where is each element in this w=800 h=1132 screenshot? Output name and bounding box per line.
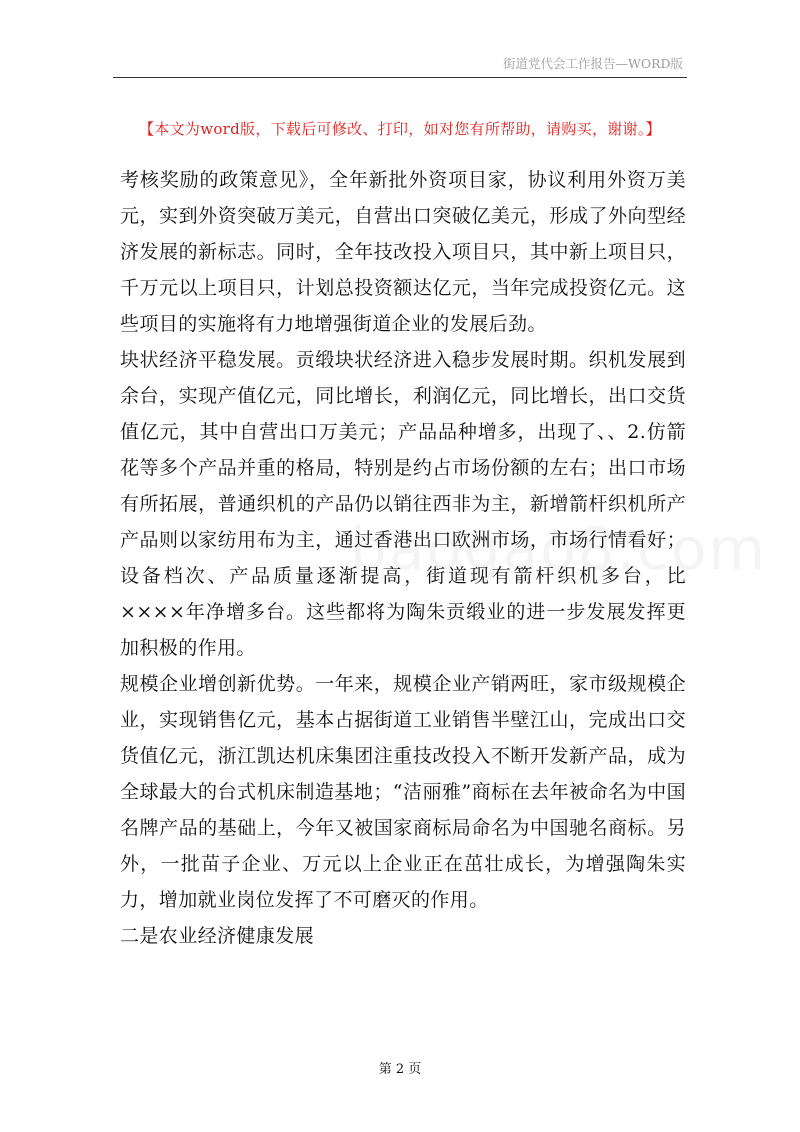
download-notice: 【本文为word版，下载后可修改、打印，如对您有所帮助，请购买，谢谢。】 <box>139 120 661 138</box>
page-header <box>113 50 687 78</box>
header-title: 街道党代会工作报告—WORD版 <box>502 56 683 71</box>
paragraph-agriculture-heading: 二是农业经济健康发展 <box>120 925 315 947</box>
page-number: 第 2 页 <box>378 1062 422 1077</box>
document-body <box>120 162 686 954</box>
paragraph-block-economy: 块状经济平稳发展。贡缎块状经济进入稳步发展时期。织机发展到余台，实现产值亿元，同比增长，利润亿元，同比增长，出口交货值亿元，其中自营出口万美元；产品品种增多，出现了、、2.仿箭花等多个产品并重的格局，特别是约占市场份额的左右；出口市场有所拓展，普通织机的产品仍以销往西非为主，新增箭杆织机所产产品则以家纺用布为主，通过香港出口欧洲市场，市场行情看好；设备档次、产品质量逐渐提高，街道现有箭杆织机多台，比××××年净增多台。这些都将为陶朱贡缎业的进一步发展发挥更加积极的作用。 <box>120 349 686 659</box>
page-footer <box>0 1058 800 1077</box>
paragraph-investment: 考核奖励的政策意见》，全年新批外资项目家，协议利用外资万美元，实到外资突破万美元，自营出口突破亿美元，形成了外向型经济发展的新标志。同时，全年技改投入项目只，其中新上项目只，千万元以上项目只，计划总投资额达亿元，当年完成投资亿元。这些项目的实施将有力地增强街道企业的发展后劲。 <box>120 169 686 335</box>
paragraph-scale-enterprise: 规模企业增创新优势。一年来，规模企业产销两旺，家市级规模企业，实现销售亿元，基本占据街道工业销售半壁江山，完成出口交货值亿元，浙江凯达机床集团注重技改投入不断开发新产品，成为全球最大的台式机床制造基地；“洁丽雅”商标在去年被命名为中国名牌产品的基础上，今年又被国家商标局命名为中国驰名商标。另外，一批苗子企业、万元以上企业正在茁壮成长，为增强陶朱实力，增加就业岗位发挥了不可磨灭的作用。 <box>120 673 686 911</box>
